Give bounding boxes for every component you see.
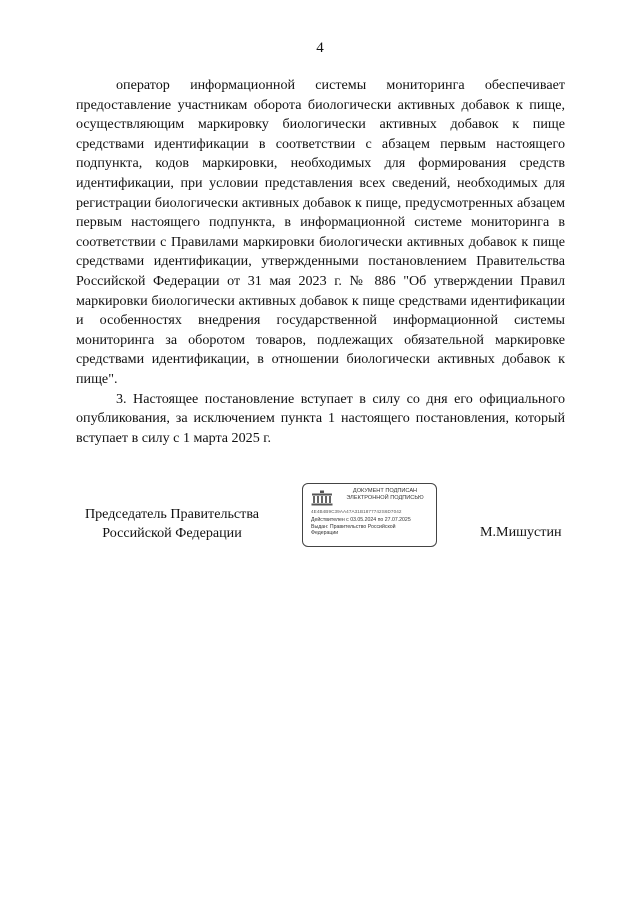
certificate-serial: 4E4B4B9C39AA47A31B1877742S6D7042 (311, 509, 402, 514)
signatory-name: М.Мишустин (480, 524, 562, 540)
signatory-position-line-2: Российской Федерации (102, 525, 242, 541)
signatory-position-line-1: Председатель Правительства (84, 506, 260, 522)
document-body (76, 76, 565, 448)
certificate-validity: Действителен с 03.05.2024 по 27.07.2025 (311, 517, 411, 523)
stamp-title (335, 488, 435, 502)
signatory-position (72, 505, 272, 543)
paragraph-entry-into-force: 3. Настоящее постановление вступает в силу со дня его официального опубликования, за исключением пункта 1 настоящего постановления, который вступает в силу с 1 марта 2025 г. (76, 390, 565, 446)
stamp-title-line-2: ЭЛЕКТРОННОЙ ПОДПИСЬЮ (346, 495, 424, 501)
stamp-title-line-1: ДОКУМЕНТ ПОДПИСАН (352, 488, 418, 494)
signature-block (0, 480, 640, 550)
page-number: 4 (316, 40, 324, 56)
certificate-issuer (311, 524, 396, 536)
electronic-signature-stamp (302, 483, 437, 547)
government-building-emblem-icon (311, 490, 333, 506)
certificate-issuer-line-1: Выдан: Правительство Российской (311, 524, 396, 530)
paragraph-marking-codes: оператор информационной системы мониторинга обеспечивает предоставление участникам оборота биологически активных добавок к пище, осуществляющим маркировку биологически активных добавок к пище средствами идентификации в соответствии с абзацем первым настоящего подпункта, кодов маркировки, необходимых для формирования средств идентификации, при условии представления всех сведений, необходимых для регистрации биологически активных добавок к пище, предусмотренных абзацем первым настоящего подпункта, в информационной системе мониторинга в соответствии с Правилами маркировки биологически активных добавок к пище средствами идентификации, утвержденными постановлением Правительства Российской Федерации от 31 мая 2023 г. № 886 "Об утверждении Правил маркировки биологически активных добавок к пище средствами идентификации и особенностях внедрения государственной информационной системы мониторинга за оборотом товаров, подлежащих обязательной маркировке средствами идентификации, в отношении биологически активных добавок к пище". (76, 77, 565, 387)
certificate-issuer-line-2: Федерации (311, 530, 339, 537)
